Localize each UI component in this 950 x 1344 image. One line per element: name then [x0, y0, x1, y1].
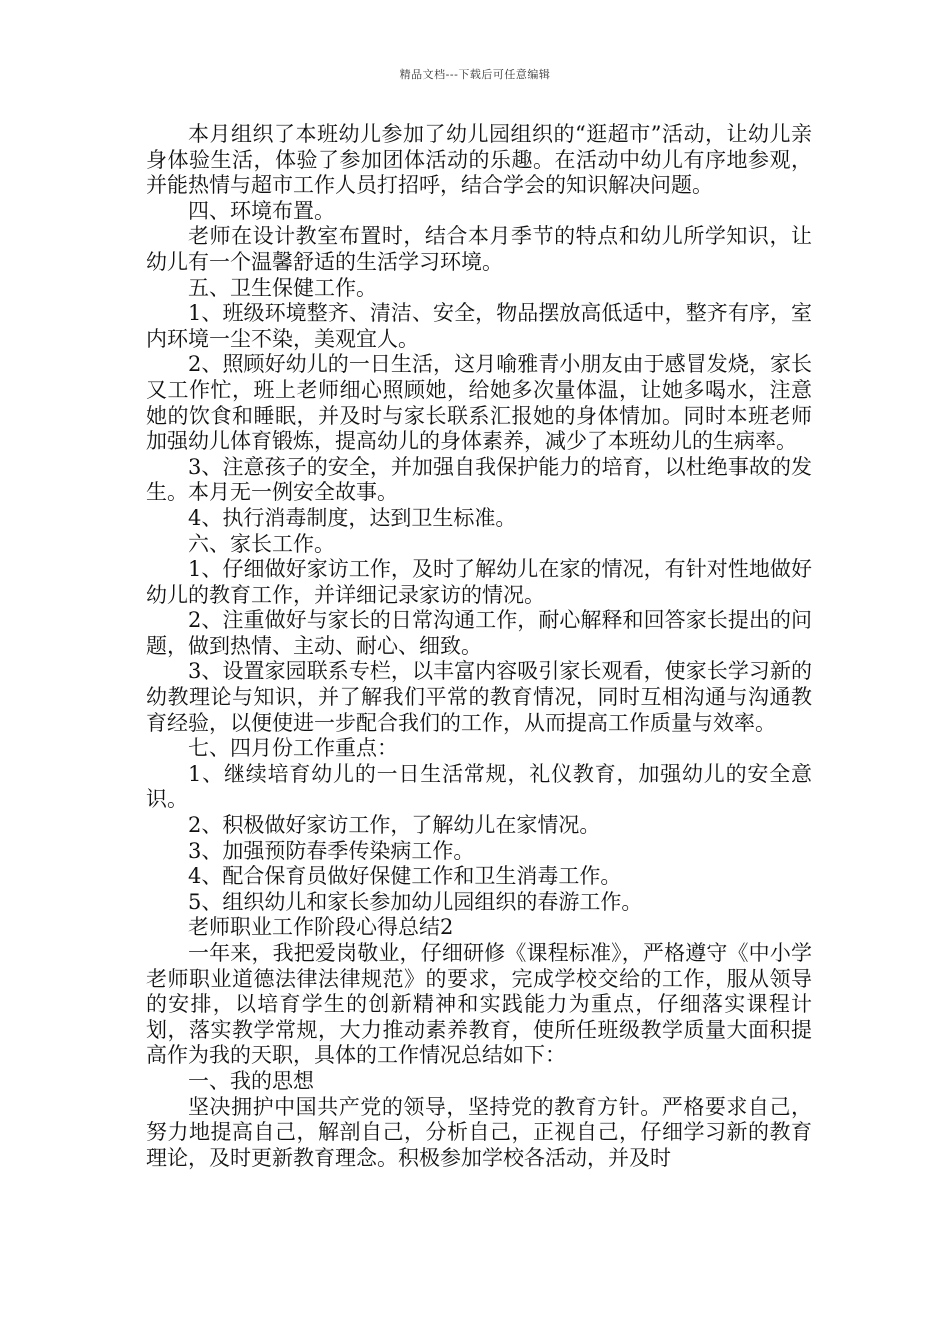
section-heading: 七、四月份工作重点： [188, 736, 398, 761]
list-item: 1、继续培育幼儿的一日生活常规，礼仪教育，加强幼儿的安全意识。 [146, 761, 812, 812]
list-item: 3、设置家园联系专栏，以丰富内容吸引家长观看，使家长学习新的幼教理论与知识，并了解我们平常的教育情况，同时互相沟通与沟通教育经验，以便使进一步配合我们的工作，从而提高工作质量与效率。 [146, 659, 812, 735]
list-item: 5、组织幼儿和家长参加幼儿园组织的春游工作。 [188, 889, 643, 914]
list-item: 2、注重做好与家长的日常沟通工作，耐心解释和回答家长提出的问题，做到热情、主动、耐心、细致。 [146, 608, 812, 658]
list-item: 2、照顾好幼儿的一日生活，这月喻雅青小朋友由于感冒发烧，家长又工作忙，班上老师细心照顾她，给她多次量体温，让她多喝水，注意她的饮食和睡眠，并及时与家长联系汇报她的身体情加。同时本班老师加强幼儿体育锻炼，提高幼儿的身体素养，减少了本班幼儿的生病率。 [146, 352, 812, 454]
list-item: 4、执行消毒制度，达到卫生标准。 [188, 505, 517, 530]
section-heading: 四、环境布置。 [188, 198, 335, 223]
document-body [146, 122, 812, 1171]
document-title: 老师职业工作阶段心得总结2 [188, 915, 454, 940]
paragraph: 老师在设计教室布置时，结合本月季节的特点和幼儿所学知识，让幼儿有一个温馨舒适的生活学习环境。 [146, 224, 812, 274]
section-heading: 五、卫生保健工作。 [188, 275, 377, 300]
list-item: 3、加强预防春季传染病工作。 [188, 838, 475, 863]
list-item: 2、积极做好家访工作，了解幼儿在家情况。 [188, 813, 601, 838]
list-item: 4、配合保育员做好保健工作和卫生消毒工作。 [188, 864, 622, 889]
paragraph: 坚决拥护中国共产党的领导，坚持党的教育方针。严格要求自己，努力地提高自己，解剖自己，分析自己，正视自己，仔细学习新的教育理论，及时更新教育理念。积极参加学校各活动，并及时 [146, 1094, 812, 1170]
section-heading: 一、我的思想 [188, 1068, 314, 1093]
list-item: 1、班级环境整齐、清洁、安全，物品摆放高低适中，整齐有序，室内环境一尘不染，美观宜人。 [146, 301, 812, 351]
page-header: 精品文档---下载后可任意编辑 [399, 68, 551, 81]
paragraph: 一年来，我把爱岗敬业，仔细研修《课程标准》，严格遵守《中小学老师职业道德法律法律规范》的要求，完成学校交给的工作，服从领导的安排，以培育学生的创新精神和实践能力为重点，仔细落实课程计划，落实教学常规，大力推动素养教育，使所任班级教学质量大面积提高作为我的天职，具体的工作情况总结如下： [146, 941, 812, 1068]
list-item: 1、仔细做好家访工作，及时了解幼儿在家的情况，有针对性地做好幼儿的教育工作，并详细记录家访的情况。 [146, 557, 812, 607]
list-item: 3、注意孩子的安全，并加强自我保护能力的培育，以杜绝事故的发生。本月无一例安全故事。 [146, 454, 812, 505]
section-heading: 六、家长工作。 [188, 531, 335, 556]
paragraph: 本月组织了本班幼儿参加了幼儿园组织的“逛超市”活动，让幼儿亲身体验生活，体验了参加团体活动的乐趣。在活动中幼儿有序地参观，并能热情与超市工作人员打招呼，结合学会的知识解决问题。 [146, 122, 812, 198]
